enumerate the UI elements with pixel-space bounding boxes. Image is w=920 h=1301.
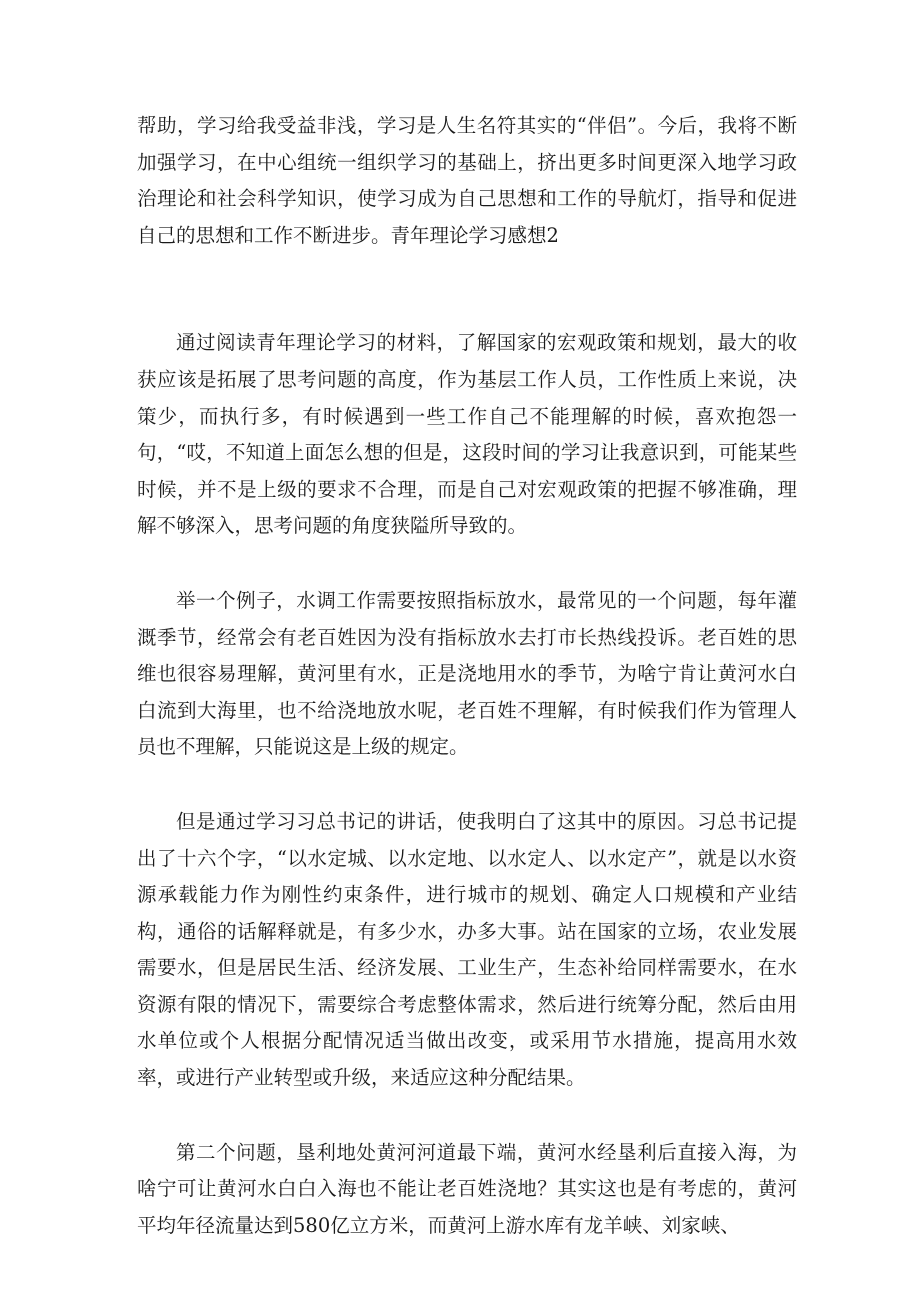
- section-gap: [137, 254, 797, 325]
- paragraph-2: 通过阅读青年理论学习的材料，了解国家的宏观政策和规划，最大的收获应该是拓展了思考问题的高度，作为基层工作人员，工作性质上来说，决策少，而执行多，有时候遇到一些工作自己不能理解的时候，喜欢抱怨一句，“哎，不知道上面怎么想的但是，这段时间的学习让我意识到，可能某些时候，并不是上级的要求不合理，而是自己对宏观政策的把握不够准确，理解不够深入，思考问题的角度狭隘所导致的。: [137, 331, 797, 538]
- paragraph-4: 但是通过学习习总书记的讲话，使我明白了这其中的原因。习总书记提出了十六个字，“以水定城、以水定地、以水定人、以水定产”，就是以水资源承载能力作为刚性约束条件，进行城市的规划、确定人口规模和产业结构，通俗的话解释就是，有多少水，办多大事。站在国家的立场，农业发展需要水，但是居民生活、经济发展、工业生产，生态补给同样需要水，在水资源有限的情况下，需要综合考虑整体需求，然后进行统筹分配，然后由用水单位或个人根据分配情况适当做出改变，或采用节水措施，提高用水效率，或进行产业转型或升级，来适应这种分配结果。: [137, 809, 797, 1090]
- paragraph-1: 帮助，学习给我受益非浅，学习是人生名符其实的“伴侣”。今后，我将不断加强学习，在中心组统一组织学习的基础上，挤出更多时间更深入地学习政治理论和社会科学知识，使学习成为自己思想和工作的导航灯，指导和促进自己的思想和工作不断进步。青年理论学习感想2: [137, 114, 797, 247]
- paragraph-gap: [137, 766, 797, 804]
- paragraph-3: 举一个例子，水调工作需要按照指标放水，最常见的一个问题，每年灌溉季节，经常会有老百姓因为没有指标放水去打市长热线投诉。老百姓的思维也很容易理解，黄河里有水，正是浇地用水的季节，为啥宁肯让黄河水白白流到大海里，也不给浇地放水呢，老百姓不理解，有时候我们作为管理人员也不理解，只能说这是上级的规定。: [137, 588, 797, 759]
- paragraph-gap: [137, 545, 797, 583]
- paragraph-5: 第二个问题，垦利地处黄河河道最下端，黄河水经垦利后直接入海，为啥宁可让黄河水白白入海也不能让老百姓浇地？其实这也是有考虑的，黄河平均年径流量达到580亿立方米，而黄河上游水库有龙羊峡、刘家峡、: [137, 1140, 797, 1237]
- paragraph-gap: [137, 1097, 797, 1135]
- document-body: [137, 108, 797, 1244]
